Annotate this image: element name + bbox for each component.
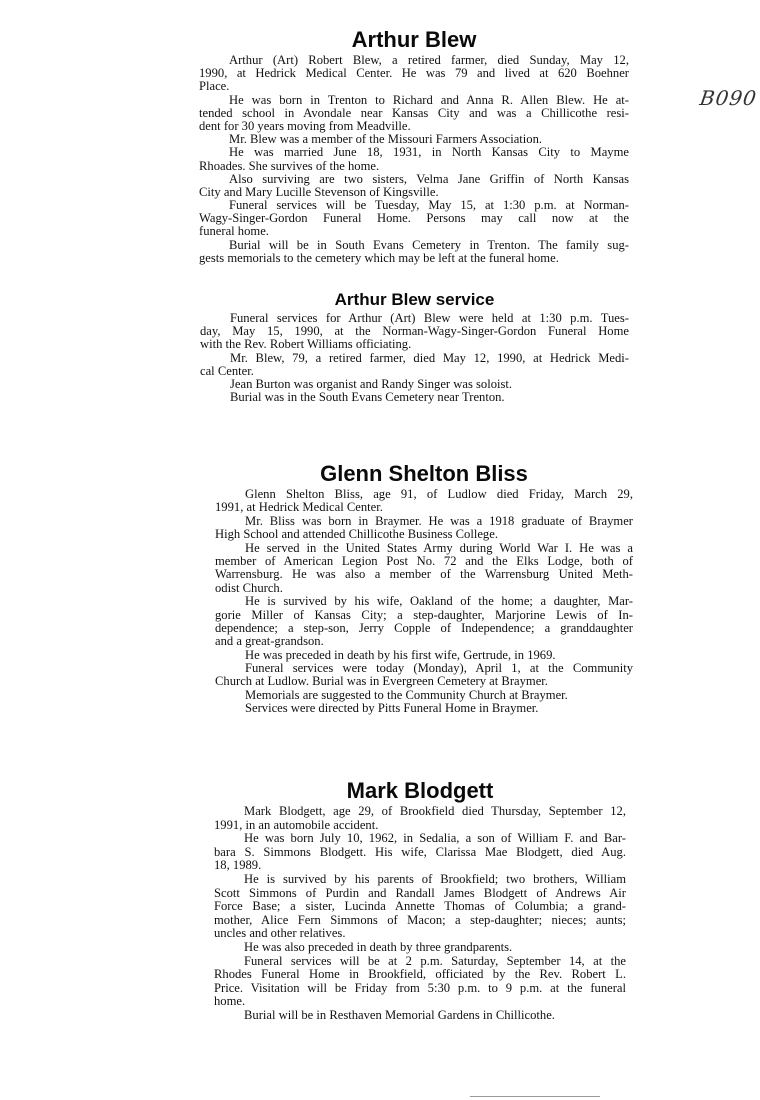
text-line: He was married June 18, 1931, in North Kansas City to Mayme <box>229 145 629 160</box>
text-line: mother, Alice Fern Simmons of Macon; a step-daughter; nieces; aunts; <box>214 912 626 927</box>
obituary-arthur-blew <box>199 27 629 265</box>
text-line: Mr. Bliss was born in Braymer. He was a 1918 graduate of Braymer <box>245 513 633 528</box>
text-line: gorie Miller of Kansas City; a step-daughter, Marjorine Lewis of In- <box>215 607 633 622</box>
text-line: home. <box>214 994 246 1009</box>
text-line: Funeral services will be Tuesday, May 15, at 1:30 p.m. at Norman- <box>229 198 629 213</box>
text-line: and a great-grandson. <box>215 634 324 649</box>
text-line: Funeral services will be at 2 p.m. Saturday, September 14, at the <box>244 953 626 968</box>
text-line: Jean Burton was organist and Randy Singer was soloist. <box>230 376 513 391</box>
text-line: tended school in Avondale near Kansas City and was a Chillicothe resi- <box>199 105 629 120</box>
text-line: Rhodes Funeral Home in Brookfield, officiated by the Rev. Robert L. <box>214 967 626 982</box>
text-line: 1991, in an automobile accident. <box>214 817 379 832</box>
text-line: Burial will be in South Evans Cemetery in Trenton. The family sug- <box>229 237 629 252</box>
text-line: Funeral services for Arthur (Art) Blew were held at 1:30 p.m. Tues- <box>230 311 629 325</box>
text-line: Glenn Shelton Bliss, age 91, of Ludlow died Friday, March 29, <box>245 487 633 501</box>
article-title: Arthur Blew <box>351 27 477 52</box>
text-line: 1991, at Hedrick Medical Center. <box>215 500 383 515</box>
article-body <box>215 488 633 716</box>
article-body <box>214 805 626 1023</box>
text-line: funeral home. <box>199 224 269 239</box>
article-body <box>199 54 629 265</box>
text-line: Force Base; a sister, Lucinda Annette Thomas of Columbia; a grand- <box>214 899 626 914</box>
text-line: Warrensburg. He was also a member of the Warrensburg United Meth- <box>215 567 633 582</box>
text-line: He was also preceded in death by three grandparents. <box>244 939 513 954</box>
article-title: Arthur Blew service <box>334 290 495 309</box>
text-line: gests memorials to the cemetery which may be left at the funeral home. <box>199 250 559 265</box>
handwritten-page-number: B090 <box>698 86 759 110</box>
text-line: 18, 1989. <box>214 858 262 873</box>
text-line: Scott Simmons of Purdin and Randall James Blodgett of Andrews Air <box>214 885 626 900</box>
text-line: Wagy-Singer-Gordon Funeral Home. Persons may call now at the <box>199 211 629 226</box>
text-line: with the Rev. Robert Williams officiating. <box>200 337 412 352</box>
text-line: He is survived by his parents of Brookfield; two brothers, William <box>244 871 626 886</box>
text-line: He was born in Trenton to Richard and Anna R. Allen Blew. He at- <box>229 92 629 107</box>
text-line: Mr. Blew was a member of the Missouri Farmers Association. <box>229 132 543 147</box>
text-line: Burial will be in Resthaven Memorial Gardens in Chillicothe. <box>244 1007 555 1022</box>
text-line: Place. <box>199 79 230 94</box>
text-line: City and Mary Lucille Stevenson of Kingsville. <box>199 184 439 199</box>
text-line: cal Center. <box>200 363 254 378</box>
bottom-rule <box>470 1096 600 1097</box>
text-line: Mr. Blew, 79, a retired farmer, died May 12, 1990, at Hedrick Medi- <box>230 350 629 365</box>
text-line: Services were directed by Pitts Funeral Home in Braymer. <box>245 701 539 716</box>
text-line: odist Church. <box>215 580 283 595</box>
text-line: He was preceded in death by his first wife, Gertrude, in 1969. <box>245 647 556 662</box>
text-line: Memorials are suggested to the Community Church at Braymer. <box>245 687 568 702</box>
obituary-glenn-shelton-bliss <box>215 461 633 716</box>
text-line: He served in the United States Army during World War I. He was a <box>245 540 633 555</box>
text-line: Burial was in the South Evans Cemetery near Trenton. <box>230 390 505 405</box>
text-line: day, May 15, 1990, at the Norman-Wagy-Singer-Gordon Funeral Home <box>200 324 629 339</box>
text-line: Church at Ludlow. Burial was in Evergreen Cemetery at Braymer. <box>215 674 548 689</box>
text-line: High School and attended Chillicothe Business College. <box>215 527 498 542</box>
text-line: 1990, at Hedrick Medical Center. He was 79 and lived at 620 Boehner <box>199 66 629 81</box>
article-body <box>200 312 629 404</box>
article-title: Mark Blodgett <box>346 778 494 803</box>
text-line: bara S. Simmons Blodgett. His wife, Clarissa Mae Blodgett, died Aug. <box>214 844 626 859</box>
text-line: He is survived by his wife, Oakland of the home; a daughter, Mar- <box>245 594 633 609</box>
text-line: Mark Blodgett, age 29, of Brookfield died Thursday, September 12, <box>244 804 626 818</box>
text-line: member of American Legion Post No. 72 and the Elks Lodge, both of <box>215 553 633 568</box>
obituary-mark-blodgett <box>214 778 626 1023</box>
text-line: He was born July 10, 1962, in Sedalia, a son of William F. and Bar- <box>244 831 626 846</box>
text-line: uncles and other relatives. <box>214 926 346 941</box>
text-line: Also surviving are two sisters, Velma Jane Griffin of North Kansas <box>229 171 629 186</box>
obituary-arthur-blew-service <box>200 290 629 404</box>
text-line: Price. Visitation will be Friday from 5:30 p.m. to 9 p.m. at the funeral <box>214 980 626 995</box>
text-line: dent for 30 years moving from Meadville. <box>199 118 411 133</box>
article-title: Glenn Shelton Bliss <box>320 461 528 486</box>
text-line: Arthur (Art) Robert Blew, a retired farmer, died Sunday, May 12, <box>229 53 629 67</box>
text-line: Funeral services were today (Monday), April 1, at the Community <box>245 661 633 676</box>
text-line: dependence; a step-son, Jerry Copple of Independence; a granddaughter <box>215 620 633 635</box>
text-line: Rhoades. She survives of the home. <box>199 158 380 173</box>
